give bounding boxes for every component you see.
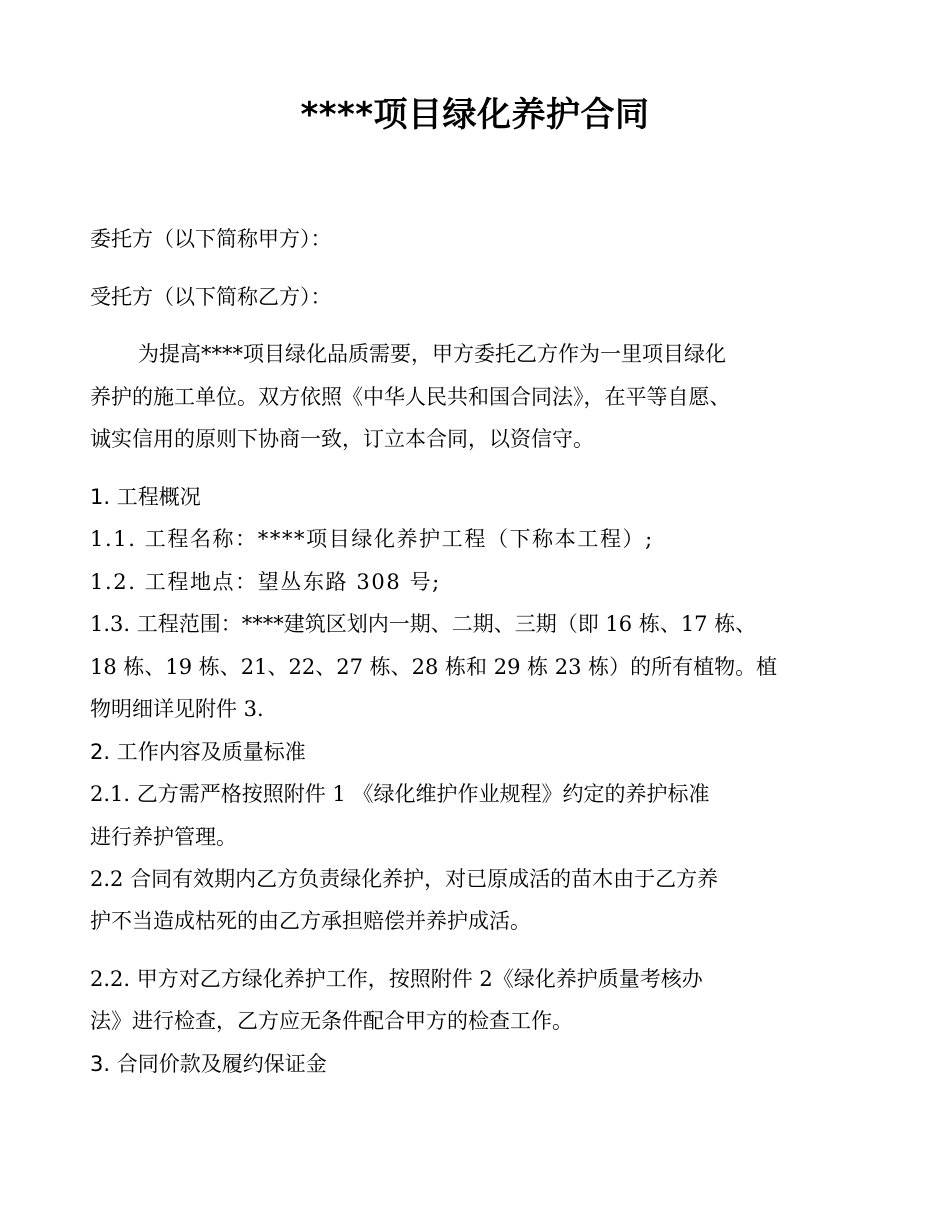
section-1-item-3-line-2: 18 栋、19 栋、21、22、27 栋、28 栋和 29 栋 23 栋）的所有植物。植 <box>90 655 778 679</box>
intro-paragraph-line-2: 养护的施工单位。双方依照《中华人民共和国合同法》，在平等自愿、 <box>90 385 731 409</box>
section-1-item-1: 1.1. 工程名称：****项目绿化养护工程（下称本工程）; <box>90 527 654 551</box>
section-2-item-2-line-1: 2.2 合同有效期内乙方负责绿化养护，对已原成活的苗木由于乙方养 <box>90 867 719 891</box>
section-2-item-2-line-2: 护不当造成枯死的由乙方承担赔偿并养护成活。 <box>90 909 531 933</box>
intro-paragraph-line-1: 为提高****项目绿化品质需要，甲方委托乙方作为一里项目绿化 <box>138 342 726 366</box>
section-1-item-2: 1.2. 工程地点：望丛东路 308 号; <box>90 570 441 594</box>
section-2-item-3-line-1: 2.2. 甲方对乙方绿化养护工作，按照附件 2《绿化养护质量考核办 <box>90 967 703 991</box>
contractor-party-line: 受托方（以下简称乙方）： <box>90 285 332 309</box>
client-party-line: 委托方（以下简称甲方）： <box>90 227 332 251</box>
document-title: ****项目绿化养护合同 <box>300 95 650 135</box>
section-1-heading: 1. 工程概况 <box>90 485 201 509</box>
section-2-item-1-line-2: 进行养护管理。 <box>90 825 237 849</box>
section-3-heading: 3. 合同价款及履约保证金 <box>90 1052 327 1076</box>
intro-paragraph-line-3: 诚实信用的原则下协商一致，订立本合同，以资信守。 <box>90 427 594 451</box>
section-2-item-3-line-2: 法》进行检查，乙方应无条件配合甲方的检查工作。 <box>90 1009 573 1033</box>
section-2-heading: 2. 工作内容及质量标准 <box>90 740 306 764</box>
section-2-item-1-line-1: 2.1. 乙方需严格按照附件 1 《绿化维护作业规程》约定的养护标准 <box>90 782 710 806</box>
section-1-item-3-line-3: 物明细详见附件 3. <box>90 697 264 721</box>
section-1-item-3-line-1: 1.3. 工程范围：****建筑区划内一期、二期、三期（即 16 栋、17 栋、 <box>90 612 757 636</box>
